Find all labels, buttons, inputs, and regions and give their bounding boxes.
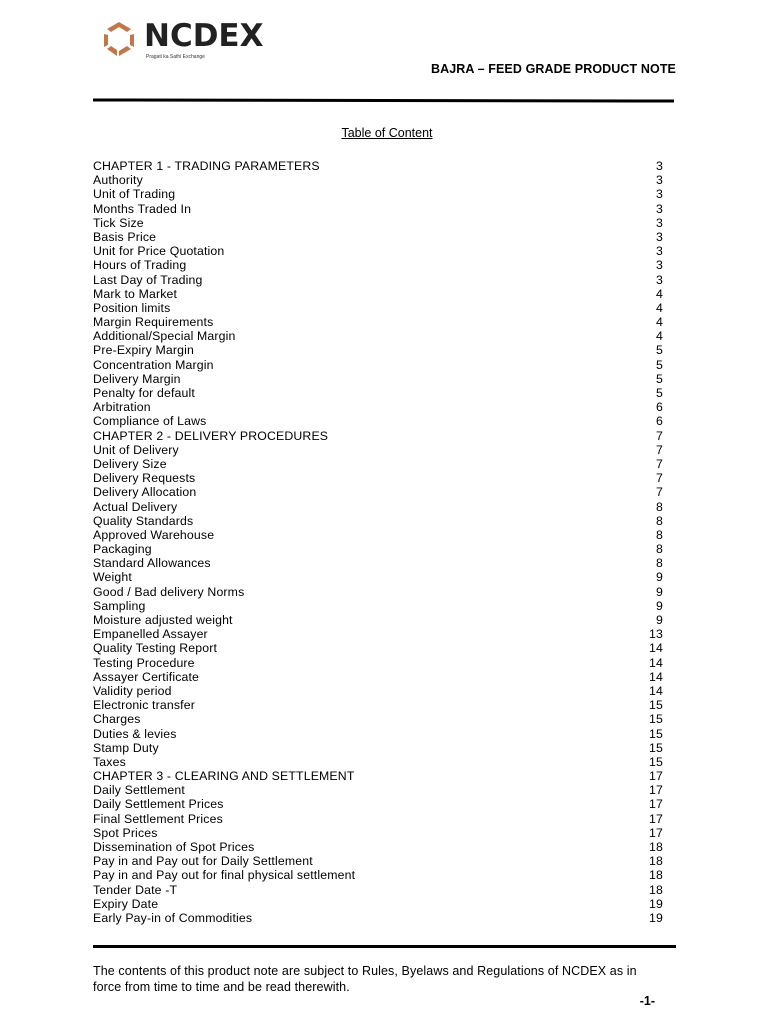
toc-entry[interactable] [93,216,663,230]
toc-entry-title: Arbitration [93,400,151,415]
toc-entry-title: Duties & levies [93,726,177,741]
toc-entry-title: Actual Delivery [93,499,178,514]
toc-entry-title: Stamp Duty [93,740,159,755]
toc-entry-page: 4 [656,329,663,344]
toc-entry[interactable] [93,868,663,882]
toc-entry[interactable] [93,485,663,499]
toc-entry[interactable] [93,471,663,485]
toc-entry-page: 3 [656,173,663,188]
toc-entry-title: Testing Procedure [93,655,195,670]
toc-entry-title: Electronic transfer [93,698,195,713]
toc-entry-title: Sampling [93,598,146,613]
toc-entry-title: Delivery Margin [93,371,181,386]
toc-entry-page: 15 [649,754,663,769]
toc-entry-title: Moisture adjusted weight [93,613,233,627]
toc-entry-title: Pay in and Pay out for Daily Settlement [93,854,313,869]
toc-entry[interactable] [93,414,663,428]
toc-entry[interactable] [93,897,663,911]
toc-entry[interactable] [93,641,663,655]
toc-entry-page: 6 [656,400,663,415]
toc-entry-page: 9 [656,613,663,627]
toc-entry-title: Final Settlement Prices [93,811,223,826]
toc-entry[interactable] [93,656,663,670]
toc-entry-page: 17 [649,825,663,840]
toc-entry-page: 6 [656,414,663,429]
toc-entry[interactable] [93,528,663,542]
logo-wordmark: NCDEX [144,18,264,54]
toc-entry-page: 3 [656,258,663,273]
toc-entry-title: Quality Standards [93,513,194,528]
toc-entry-title: Margin Requirements [93,315,214,330]
toc-entry-title: CHAPTER 1 - TRADING PARAMETERS [93,159,320,173]
toc-entry-page: 17 [649,811,663,826]
toc-entry[interactable] [93,386,663,400]
toc-entry-page: 3 [656,244,663,259]
toc-entry[interactable] [93,514,663,528]
toc-entry-title: Unit of Delivery [93,442,179,457]
toc-entry[interactable] [93,273,663,287]
toc-entry-page: 19 [649,896,663,911]
toc-entry[interactable] [93,585,663,599]
toc-entry-title: Authority [93,173,143,188]
toc-entry-title: Quality Testing Report [93,641,218,656]
toc-entry[interactable] [93,500,663,514]
toc-entry-page: 15 [649,712,663,727]
toc-entry[interactable] [93,244,663,258]
logo-tagline: Pragati ka Sathi Exchange [146,54,205,60]
toc-entry[interactable] [93,315,663,329]
ncdex-emblem-icon [100,20,138,58]
toc-entry-page: 4 [656,300,663,315]
toc-entry-page: 7 [656,485,663,500]
toc-entry[interactable] [93,883,663,897]
toc-entry[interactable] [93,769,663,783]
toc-entry[interactable] [93,812,663,826]
toc-entry-page: 13 [649,627,663,642]
footer-divider [93,945,676,948]
toc-entry[interactable] [93,712,663,726]
toc-entry-page: 5 [656,357,663,372]
toc-entry-title: Position limits [93,300,171,315]
ncdex-logo [100,18,264,62]
toc-entry-page: 3 [656,229,663,244]
toc-entry[interactable] [93,670,663,684]
toc-entry-title: Tender Date -T [93,882,178,897]
header-divider [93,98,674,102]
toc-entry-title: Approved Warehouse [93,527,215,542]
toc-entry[interactable] [93,429,663,443]
toc-entry[interactable] [93,400,663,414]
toc-entry-title: Delivery Requests [93,471,196,486]
toc-heading [0,126,770,140]
toc-entry-title: Dissemination of Spot Prices [93,840,255,854]
toc-entry-page: 14 [649,655,663,670]
toc-entry-title: Months Traded In [93,201,192,216]
toc-entry-title: Taxes [93,754,126,769]
toc-entry-page: 17 [649,783,663,798]
toc-entry-title: Additional/Special Margin [93,329,236,344]
toc-entry-title: Spot Prices [93,825,158,840]
toc-entry-title: Daily Settlement Prices [93,797,224,812]
toc-entry-title: Pre-Expiry Margin [93,343,194,358]
toc-entry-title: Mark to Market [93,286,178,301]
toc-entry-page: 3 [656,272,663,287]
toc-entry[interactable] [93,599,663,613]
toc-entry-title: Validity period [93,683,172,698]
toc-entry[interactable] [93,741,663,755]
toc-entry-page: 17 [649,769,663,784]
toc-entry[interactable] [93,343,663,357]
toc-entry[interactable] [93,911,663,925]
toc-entry-page: 3 [656,159,663,173]
toc-entry-title: Basis Price [93,229,157,244]
toc-entry[interactable] [93,570,663,584]
toc-entry-title: Concentration Margin [93,357,214,372]
toc-entry-page: 9 [656,598,663,613]
toc-entry-page: 5 [656,343,663,358]
toc-entry[interactable] [93,287,663,301]
toc-entry-title: Assayer Certificate [93,669,200,684]
toc-entry-page: 8 [656,542,663,557]
toc-entry-page: 19 [649,910,663,925]
toc-entry-title: CHAPTER 2 - DELIVERY PROCEDURES [93,428,329,443]
toc-entry-title: Empanelled Assayer [93,627,208,642]
page-number: -1- [639,994,655,1008]
toc-entry-page: 3 [656,187,663,202]
toc-heading-text: Table of Content [341,126,433,140]
toc-entry[interactable] [93,301,663,315]
toc-entry[interactable] [93,457,663,471]
toc-entry-title: Delivery Allocation [93,485,197,500]
toc-entry-page: 5 [656,386,663,400]
toc-entry-page: 18 [649,840,663,854]
toc-entry-title: Good / Bad delivery Norms [93,584,245,599]
toc-entry[interactable] [93,840,663,854]
toc-entry-page: 8 [656,513,663,528]
toc-entry[interactable] [93,542,663,556]
toc-entry[interactable] [93,613,663,627]
toc-entry[interactable] [93,173,663,187]
toc-entry[interactable] [93,797,663,811]
toc-entry-title: Delivery Size [93,456,167,471]
toc-entry-title: Daily Settlement [93,783,185,798]
toc-entry-title: Penalty for default [93,386,195,400]
toc-entry[interactable] [93,698,663,712]
toc-entry-page: 4 [656,286,663,301]
toc-entry[interactable] [93,258,663,272]
toc-entry-title: CHAPTER 3 - CLEARING AND SETTLEMENT [93,769,355,784]
toc-entry-page: 7 [656,442,663,457]
toc-entry[interactable] [93,556,663,570]
toc-entry-title: Standard Allowances [93,556,211,571]
toc-entry[interactable] [93,230,663,244]
toc-entry[interactable] [93,358,663,372]
toc-entry-title: Charges [93,712,141,727]
toc-list [93,159,663,925]
toc-entry[interactable] [93,854,663,868]
toc-entry[interactable] [93,372,663,386]
toc-entry-title: Pay in and Pay out for final physical settlement [93,868,356,883]
toc-entry-page: 5 [656,371,663,386]
toc-entry[interactable] [93,783,663,797]
toc-entry[interactable] [93,159,663,173]
toc-entry-title: Weight [93,570,132,585]
toc-entry[interactable] [93,755,663,769]
toc-entry-page: 4 [656,315,663,330]
toc-entry-page: 18 [649,868,663,883]
toc-entry-page: 14 [649,683,663,698]
toc-entry[interactable] [93,187,663,201]
toc-entry-page: 7 [656,428,663,443]
toc-entry-title: Unit of Trading [93,187,176,202]
toc-entry[interactable] [93,627,663,641]
toc-entry[interactable] [93,727,663,741]
toc-entry-page: 8 [656,556,663,571]
toc-entry-title: Early Pay-in of Commodities [93,910,253,925]
toc-entry-page: 14 [649,669,663,684]
document-title: BAJRA – FEED GRADE PRODUCT NOTE [430,62,676,76]
toc-entry[interactable] [93,202,663,216]
footer-note: The contents of this product note are subject to Rules, Byelaws and Regulations of NCDEX as in force from time to time and be read therewith. [93,964,637,994]
toc-entry-page: 15 [649,740,663,755]
toc-entry-page: 18 [649,854,663,869]
toc-entry-page: 8 [656,499,663,514]
toc-entry-title: Unit for Price Quotation [93,244,225,259]
toc-entry-title: Hours of Trading [93,258,187,273]
toc-entry-title: Last Day of Trading [93,272,203,287]
toc-entry[interactable] [93,684,663,698]
toc-entry-page: 9 [656,570,663,585]
toc-entry-title: Packaging [93,542,152,557]
toc-entry-page: 3 [656,201,663,216]
toc-entry[interactable] [93,443,663,457]
toc-entry-page: 9 [656,584,663,599]
toc-entry-page: 7 [656,471,663,486]
toc-entry-page: 3 [656,215,663,230]
toc-entry-page: 17 [649,797,663,812]
toc-entry[interactable] [93,826,663,840]
toc-entry-title: Expiry Date [93,896,159,911]
toc-entry-page: 8 [656,527,663,542]
toc-entry[interactable] [93,329,663,343]
toc-entry-title: Compliance of Laws [93,414,207,429]
toc-entry-page: 15 [649,698,663,713]
toc-entry-page: 18 [649,882,663,897]
toc-entry-page: 7 [656,456,663,471]
toc-entry-page: 14 [649,641,663,656]
toc-entry-title: Tick Size [93,215,144,230]
toc-entry-page: 15 [649,726,663,741]
